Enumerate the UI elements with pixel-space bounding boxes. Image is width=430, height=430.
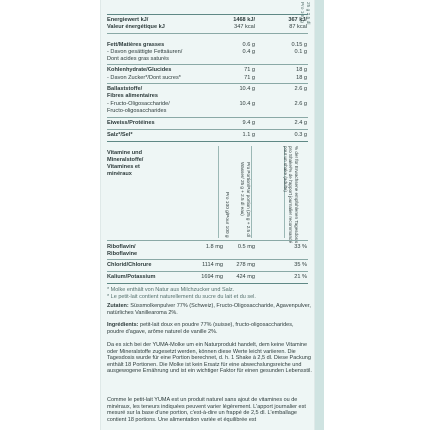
protein-v1: 9.4 g [242, 120, 255, 126]
satfat-label: - Davon gesättigte Fettsäuren/ [107, 49, 183, 55]
vitamins-title-line-2: Mineralstoffe/ [107, 157, 144, 163]
background-left [0, 0, 101, 430]
energy-v1b: 347 kcal [234, 24, 255, 30]
potassium-label: Kalium/Potassium [107, 274, 156, 280]
vitamins-title-line-3: Vitamines et [107, 164, 140, 170]
rule [107, 141, 308, 142]
carbs-v2: 18 g [296, 67, 307, 73]
satfat-v2: 0.1 g [294, 49, 307, 55]
rule [107, 117, 308, 118]
nutrition-panel [101, 0, 314, 430]
fos-label-2: Fructo-oligosaccharides [107, 108, 167, 114]
header-per100: Pro 100 g [299, 2, 304, 23]
paragraph-de: Da es sich bei der YUMA-Molke um ein Naturprodukt handelt, dem keine Vitamine oder Mineralstoffe zugesetzt werden, können diese Werte leicht variieren. Die Tagesdosis wurde für eine Portion berechnet, d. h. 1 Shake à 2,5 dl. Diese Packung enthält 18 Portionen. Die Molke ist kein Ersatz für eine abwechslungsreiche und ausgewogene Ernährung und ist ein wichtiger Faktor für einen gesunden Lebensstil. [107, 342, 312, 375]
vitamins-col-portion: Pro Portion/Par portion (25 g + 2.5 dl Wasser/ 25 g + 2.5 dl eau) [240, 162, 251, 237]
carbs-label: Kohlenhydrate/Glucides [107, 67, 172, 73]
riboflavin-label-2: Riboflavine [107, 251, 138, 257]
rule [107, 129, 308, 130]
fos-v2: 2.6 g [294, 101, 307, 107]
carbs-v1: 71 g [244, 67, 255, 73]
sugar-v1: 71 g [244, 75, 255, 81]
package-side-edge [314, 0, 324, 430]
satfat-label-2: Dont acides gras saturés [107, 56, 169, 62]
potassium-v1: 1694 mg [201, 274, 223, 280]
ingredients-fr-label: Ingrédients: [107, 322, 139, 328]
riboflavin-v2: 0.5 mg [237, 244, 255, 250]
paragraph-fr: Comme le petit-lait YUMA est un produit naturel sans ajout de vitamines ou de minéraux, les teneurs indiquées peuvent varier légèrement. L'apport journalier est mesuré sur la base d'une portion, c'est-à-dire un frappé de 2,5 dl. L'emballage contient 18 portions. Une alimentation variée et équilibrée est [107, 397, 306, 423]
ingredients-de-label: Zutaten: [107, 303, 129, 309]
fos-v1: 10.4 g [239, 101, 255, 107]
column-divider [251, 146, 252, 238]
vitamins-col-per100: Pro 100 g/Pour 100 g [224, 192, 229, 238]
vitamins-col-percent: % der für Erwachsene empfohlenen Tagesdosis pro Shake/% de l'apport journalier recommandé pour un shake (adulte) [282, 146, 299, 244]
protein-v2: 2.4 g [294, 120, 307, 126]
salt-v2: 0.3 g [294, 132, 307, 138]
ingredients-de [107, 303, 312, 316]
sugar-label: - Davon Zucker*/Dont sucres* [107, 75, 181, 81]
column-divider [218, 146, 219, 238]
energy-v2a: 367 kJ/ [288, 17, 307, 23]
energy-v1a: 1468 kJ/ [233, 17, 255, 23]
ingredients-fr [107, 322, 312, 335]
fibre-label-2: Fibres alimentaires [107, 93, 158, 99]
fibre-label: Ballaststoffe/ [107, 86, 143, 92]
table-top-rule [107, 14, 308, 15]
riboflavin-v1: 1.8 mg [205, 244, 223, 250]
fat-v1: 0.6 g [242, 42, 255, 48]
ingredients-de-text: Süssmolkenpulver 77% (Schweiz), Fructo-Oligosaccharide, Agavenpulver, natürliches Vanillearoma 2%. [107, 303, 311, 316]
ingredients-fr-text: petit-lait doux en poudre 77% (suisse), fructo-oligosaccharides, poudre d'agave, arôme naturel de vanille 2%. [107, 322, 294, 335]
potassium-v2: 424 mg [236, 274, 255, 280]
chloride-label: Chlorid/Chlorure [107, 262, 152, 268]
protein-label: Eiweiss/Protéines [107, 120, 155, 126]
chloride-v1: 1114 mg [202, 262, 223, 268]
fos-label: - Fructo-Oligosaccharide/ [107, 101, 170, 107]
salt-v1: 1.1 g [242, 132, 255, 138]
footnote-de: * Molke enthält von Natur aus Milchzucker und Salz. [107, 287, 235, 293]
fat-v2: 0.15 g [291, 42, 307, 48]
energy-label-fr: Valeur énergétique kJ [107, 24, 165, 30]
energy-label-de: Energiewert kJ/ [107, 17, 149, 23]
satfat-v1: 0.4 g [242, 49, 255, 55]
footnote-fr: * Le petit-lait contient naturellement du sucre du lait et du sel. [107, 294, 256, 300]
vitamins-title-line-4: minéraux [107, 171, 132, 177]
fibre-v2: 2.6 g [294, 86, 307, 92]
fat-label: Fett/Matières grasses [107, 42, 165, 48]
fibre-v1: 10.4 g [239, 86, 255, 92]
chloride-v2: 278 mg [236, 262, 255, 268]
salt-label: Salz*/Sel* [107, 132, 133, 138]
rule [107, 271, 308, 272]
rule [107, 64, 308, 65]
rule [107, 83, 308, 84]
rule [107, 259, 308, 260]
energy-v2b: 87 kcal [289, 24, 307, 30]
header-serving-a: 25 g 2,5 dl [305, 2, 310, 25]
potassium-v3: 21 % [294, 274, 307, 280]
riboflavin-label: Riboflavin/ [107, 244, 136, 250]
rule [107, 240, 308, 241]
riboflavin-v3: 33 % [294, 244, 307, 250]
sugar-v2: 18 g [296, 75, 307, 81]
vitamins-title-line-1: Vitamine und [107, 150, 143, 156]
background-right [324, 0, 430, 430]
rule [107, 33, 308, 34]
chloride-v3: 35 % [294, 262, 307, 268]
rule [107, 283, 308, 284]
